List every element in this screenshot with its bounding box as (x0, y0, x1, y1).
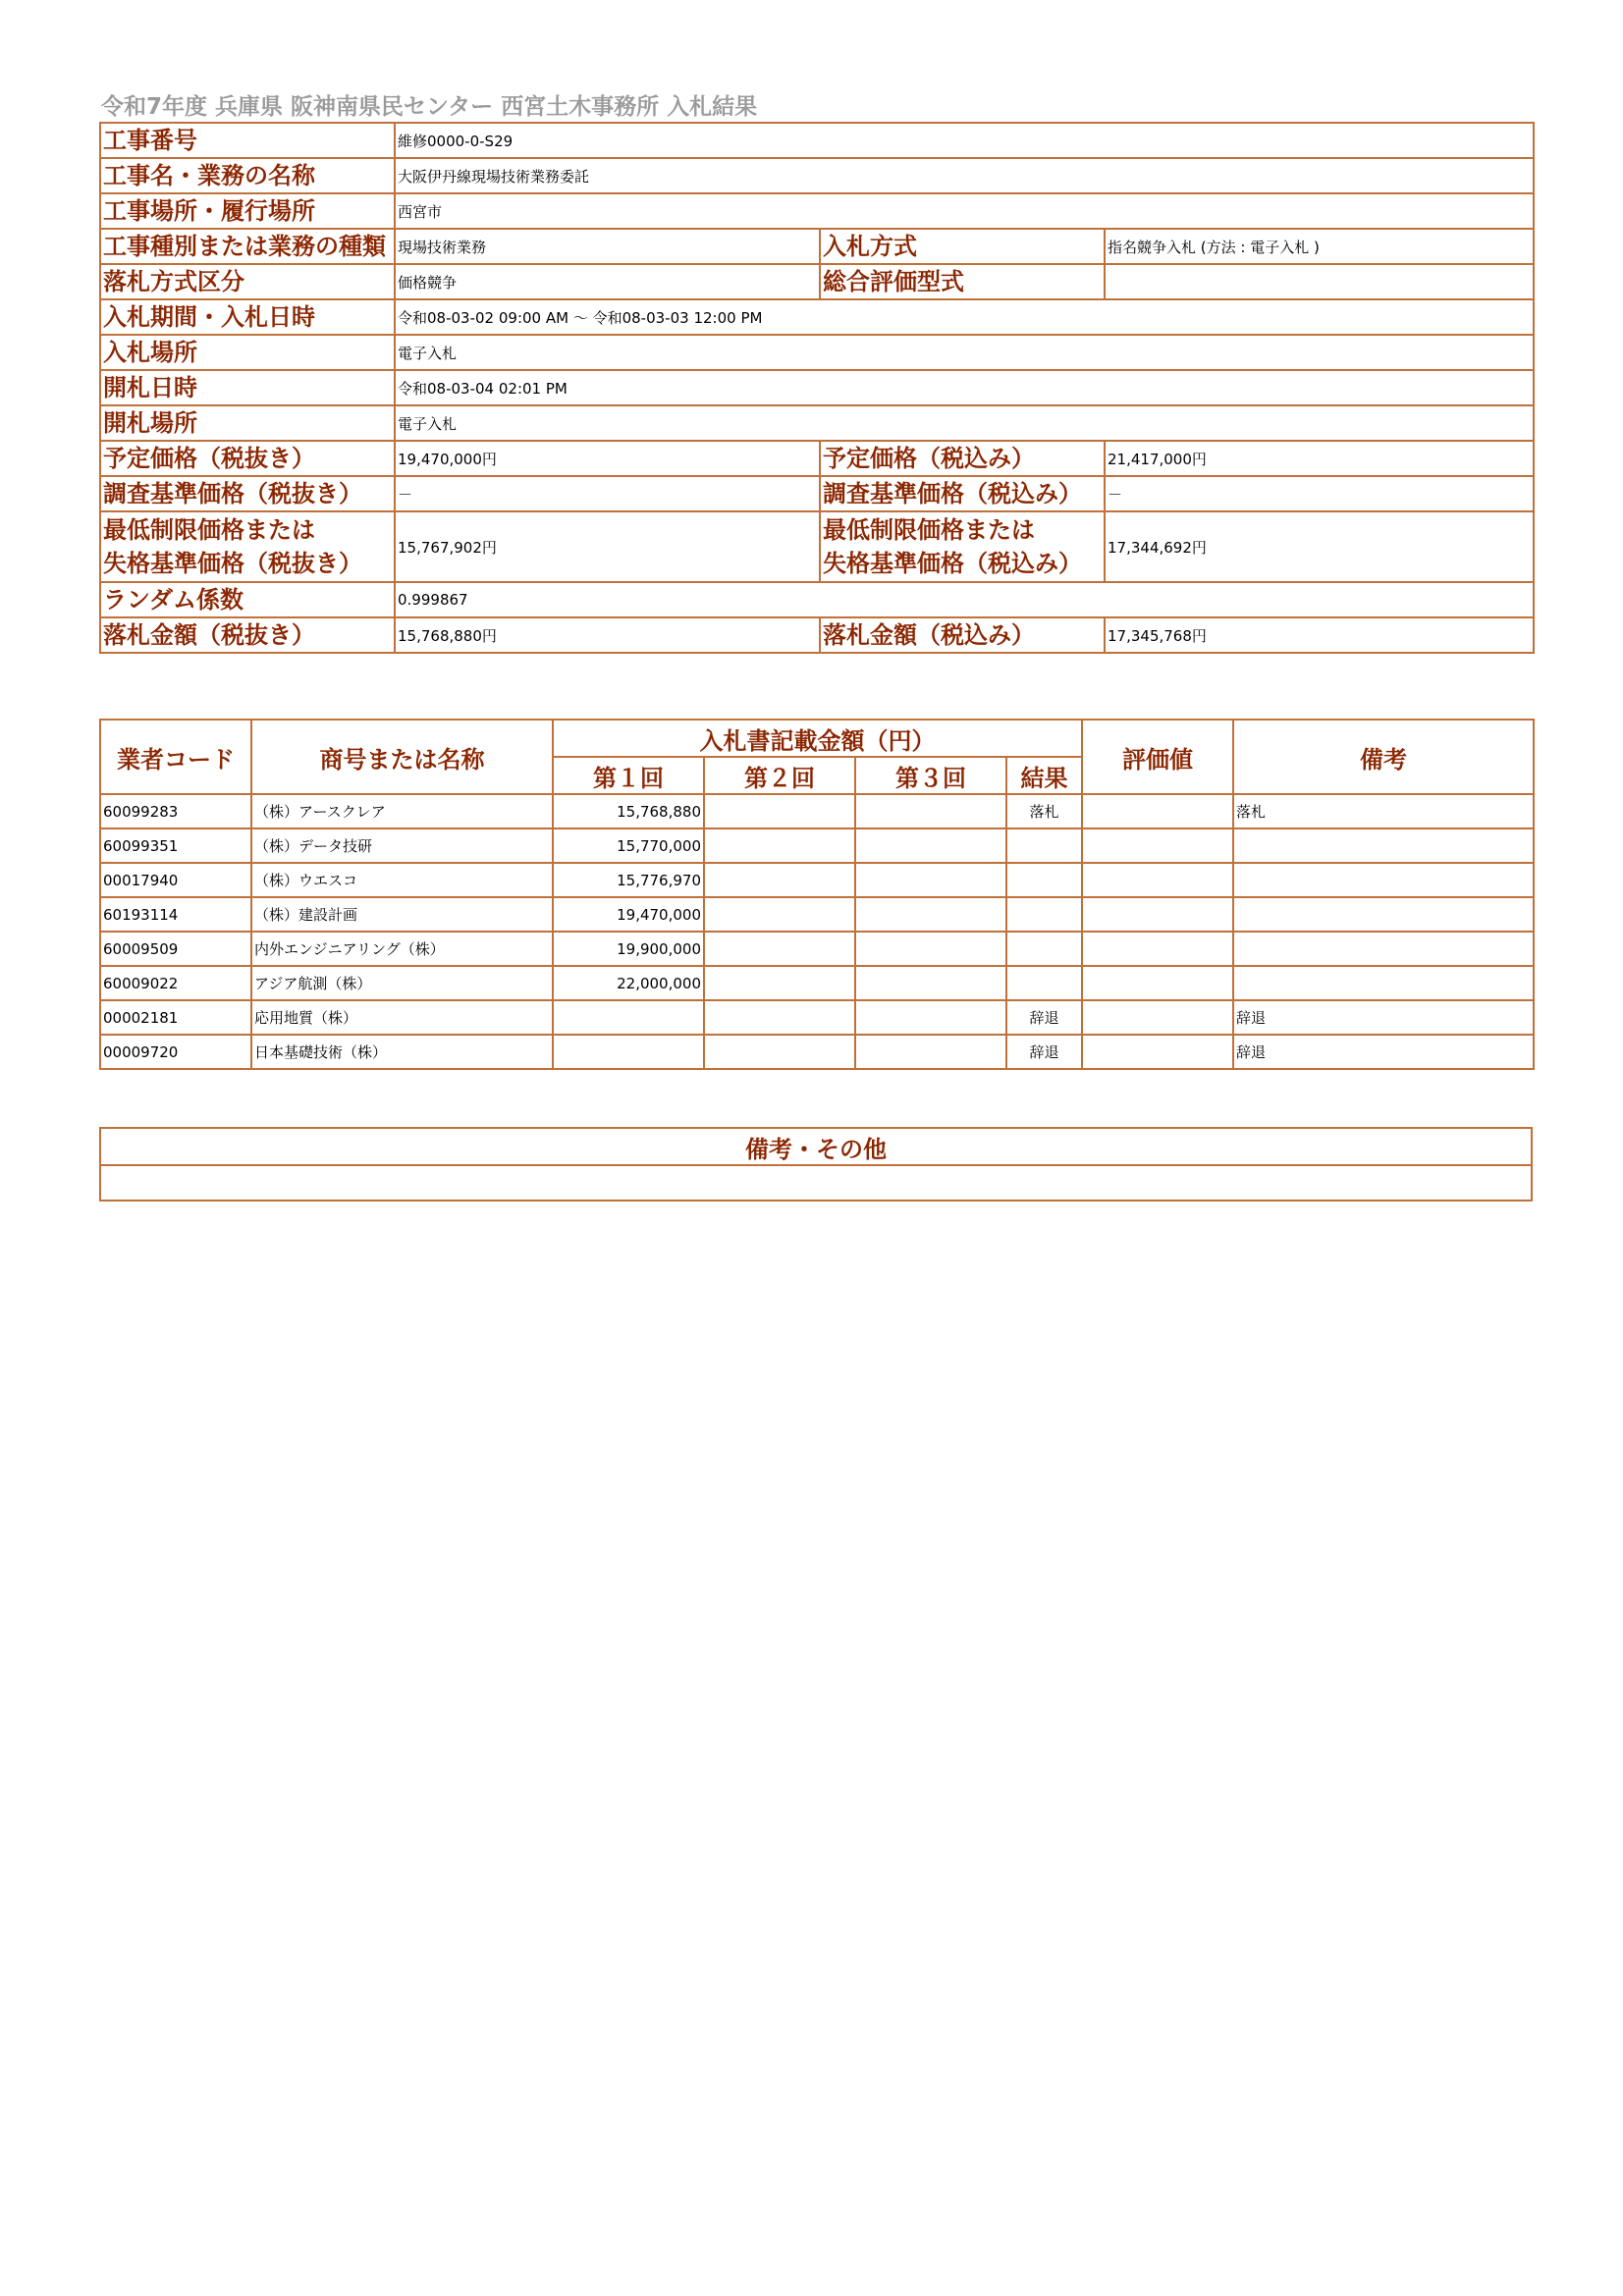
bid-place-label: 入札場所 (100, 335, 395, 370)
min-price-in-label-line1: 最低制限価格または (823, 516, 1035, 544)
bid-evaluation (1082, 794, 1233, 828)
min-price-ex-label-line1: 最低制限価格または (103, 516, 315, 544)
bidder-code: 00009720 (100, 1035, 251, 1069)
info-row (100, 582, 1534, 617)
work-type-label: 工事種別または業務の種類 (100, 229, 395, 264)
bid-evaluation (1082, 966, 1233, 1000)
table-row (100, 897, 1534, 932)
survey-price-ex-label: 調査基準価格（税抜き） (100, 476, 395, 511)
bidder-code: 00002181 (100, 1000, 251, 1035)
opening-place-label: 開札場所 (100, 405, 395, 441)
table-row (100, 794, 1534, 828)
bidder-code: 60009509 (100, 932, 251, 966)
min-price-ex-label (100, 511, 395, 582)
bidders-table (99, 719, 1535, 1070)
info-row (100, 511, 1534, 582)
bid-result (1006, 828, 1082, 863)
bid-round3 (855, 966, 1006, 1000)
bid-round3 (855, 828, 1006, 863)
info-row (100, 476, 1534, 511)
location-value: 西宮市 (395, 193, 1534, 229)
bid-remarks (1233, 863, 1534, 897)
info-row (100, 193, 1534, 229)
bid-remarks (1233, 828, 1534, 863)
planned-price-in-value: 21,417,000円 (1105, 441, 1534, 476)
bid-round3 (855, 1035, 1006, 1069)
bid-round3 (855, 794, 1006, 828)
eval-type-label: 総合評価型式 (820, 264, 1105, 299)
project-number-label: 工事番号 (100, 123, 395, 158)
opening-datetime-label: 開札日時 (100, 370, 395, 405)
location-label: 工事場所・履行場所 (100, 193, 395, 229)
info-row (100, 229, 1534, 264)
bid-round1: 15,776,970 (553, 863, 704, 897)
bidder-name: （株）ウエスコ (251, 863, 553, 897)
bidder-code: 60099351 (100, 828, 251, 863)
bid-result (1006, 897, 1082, 932)
project-name-label: 工事名・業務の名称 (100, 158, 395, 193)
col-header-result: 結果 (1006, 757, 1082, 794)
bid-round1: 19,900,000 (553, 932, 704, 966)
min-price-ex-label-line2: 失格基準価格（税抜き） (103, 550, 362, 577)
table-row (100, 863, 1534, 897)
col-header-round3: 第３回 (855, 757, 1006, 794)
bid-round1 (553, 1000, 704, 1035)
bidder-name: 日本基礎技術（株） (251, 1035, 553, 1069)
random-coef-value: 0.999867 (395, 582, 1534, 617)
bid-evaluation (1082, 828, 1233, 863)
bid-evaluation (1082, 1035, 1233, 1069)
bidder-code: 00017940 (100, 863, 251, 897)
bidder-code: 60193114 (100, 897, 251, 932)
bid-evaluation (1082, 897, 1233, 932)
bid-method-value: 指名競争入札 (方法 : 電子入札 ) (1105, 229, 1534, 264)
bidder-name: 応用地質（株） (251, 1000, 553, 1035)
bid-result: 辞退 (1006, 1000, 1082, 1035)
bidder-code: 60009022 (100, 966, 251, 1000)
bidder-code: 60099283 (100, 794, 251, 828)
bid-method-label: 入札方式 (820, 229, 1105, 264)
award-method-label: 落札方式区分 (100, 264, 395, 299)
info-row (100, 370, 1534, 405)
table-row (100, 1000, 1534, 1035)
bidders-header-row (100, 720, 1534, 757)
table-row (100, 1035, 1534, 1069)
bidder-name: （株）アースクレア (251, 794, 553, 828)
award-amount-ex-value: 15,768,880円 (395, 617, 820, 653)
bid-evaluation (1082, 1000, 1233, 1035)
bid-remarks (1233, 897, 1534, 932)
bidder-name: アジア航測（株） (251, 966, 553, 1000)
project-name-value: 大阪伊丹線現場技術業務委託 (395, 158, 1534, 193)
min-price-in-label (820, 511, 1105, 582)
notes-table (99, 1127, 1533, 1201)
bid-round3 (855, 1000, 1006, 1035)
info-row (100, 335, 1534, 370)
bid-round2 (704, 897, 855, 932)
col-header-evaluation: 評価値 (1082, 720, 1233, 794)
bid-round3 (855, 897, 1006, 932)
bid-round1: 15,770,000 (553, 828, 704, 863)
bidder-name: （株）データ技研 (251, 828, 553, 863)
info-row (100, 299, 1534, 335)
min-price-in-label-line2: 失格基準価格（税込み） (823, 550, 1082, 577)
bid-remarks (1233, 932, 1534, 966)
notes-body-row (100, 1165, 1532, 1201)
project-info-table (99, 122, 1535, 654)
award-method-value: 価格競争 (395, 264, 820, 299)
bid-remarks (1233, 966, 1534, 1000)
bid-remarks: 辞退 (1233, 1035, 1534, 1069)
col-header-code: 業者コード (100, 720, 251, 794)
planned-price-ex-label: 予定価格（税抜き） (100, 441, 395, 476)
eval-type-value (1105, 264, 1534, 299)
bid-round2 (704, 828, 855, 863)
info-row (100, 405, 1534, 441)
page-title: 令和7年度 兵庫県 阪神南県民センター 西宮土木事務所 入札結果 (101, 94, 758, 120)
planned-price-in-label: 予定価格（税込み） (820, 441, 1105, 476)
table-row (100, 932, 1534, 966)
bid-place-value: 電子入札 (395, 335, 1534, 370)
bid-round2 (704, 966, 855, 1000)
info-row (100, 123, 1534, 158)
bidder-name: 内外エンジニアリング（株） (251, 932, 553, 966)
bid-period-label: 入札期間・入札日時 (100, 299, 395, 335)
bid-evaluation (1082, 863, 1233, 897)
info-row (100, 264, 1534, 299)
bid-result (1006, 863, 1082, 897)
min-price-in-value: 17,344,692円 (1105, 511, 1534, 582)
bid-round1: 19,470,000 (553, 897, 704, 932)
bid-round1: 22,000,000 (553, 966, 704, 1000)
col-header-remarks: 備考 (1233, 720, 1534, 794)
bid-result (1006, 932, 1082, 966)
col-header-amount-group: 入札書記載金額（円） (553, 720, 1082, 757)
award-amount-in-label: 落札金額（税込み） (820, 617, 1105, 653)
bid-round2 (704, 1035, 855, 1069)
info-row (100, 441, 1534, 476)
bid-round3 (855, 932, 1006, 966)
notes-heading: 備考・その他 (100, 1128, 1532, 1165)
survey-price-ex-value: － (395, 476, 820, 511)
bid-round2 (704, 863, 855, 897)
table-row (100, 828, 1534, 863)
opening-place-value: 電子入札 (395, 405, 1534, 441)
bid-round1 (553, 1035, 704, 1069)
survey-price-in-value: － (1105, 476, 1534, 511)
table-row (100, 966, 1534, 1000)
info-row (100, 158, 1534, 193)
bid-round2 (704, 794, 855, 828)
notes-header-row (100, 1128, 1532, 1165)
min-price-ex-value: 15,767,902円 (395, 511, 820, 582)
bid-evaluation (1082, 932, 1233, 966)
col-header-round2: 第２回 (704, 757, 855, 794)
info-row (100, 617, 1534, 653)
bid-round3 (855, 863, 1006, 897)
bid-result (1006, 966, 1082, 1000)
survey-price-in-label: 調査基準価格（税込み） (820, 476, 1105, 511)
bid-round2 (704, 932, 855, 966)
opening-datetime-value: 令和08-03-04 02:01 PM (395, 370, 1534, 405)
bid-period-value: 令和08-03-02 09:00 AM ～ 令和08-03-03 12:00 PM (395, 299, 1534, 335)
random-coef-label: ランダム係数 (100, 582, 395, 617)
bid-result: 落札 (1006, 794, 1082, 828)
bid-round2 (704, 1000, 855, 1035)
notes-body (100, 1165, 1532, 1201)
award-amount-ex-label: 落札金額（税抜き） (100, 617, 395, 653)
col-header-round1: 第１回 (553, 757, 704, 794)
bid-round1: 15,768,880 (553, 794, 704, 828)
col-header-name: 商号または名称 (251, 720, 553, 794)
award-amount-in-value: 17,345,768円 (1105, 617, 1534, 653)
work-type-value: 現場技術業務 (395, 229, 820, 264)
bid-result: 辞退 (1006, 1035, 1082, 1069)
planned-price-ex-value: 19,470,000円 (395, 441, 820, 476)
bid-remarks: 辞退 (1233, 1000, 1534, 1035)
project-number-value: 維修0000-0-S29 (395, 123, 1534, 158)
bid-remarks: 落札 (1233, 794, 1534, 828)
bidder-name: （株）建設計画 (251, 897, 553, 932)
